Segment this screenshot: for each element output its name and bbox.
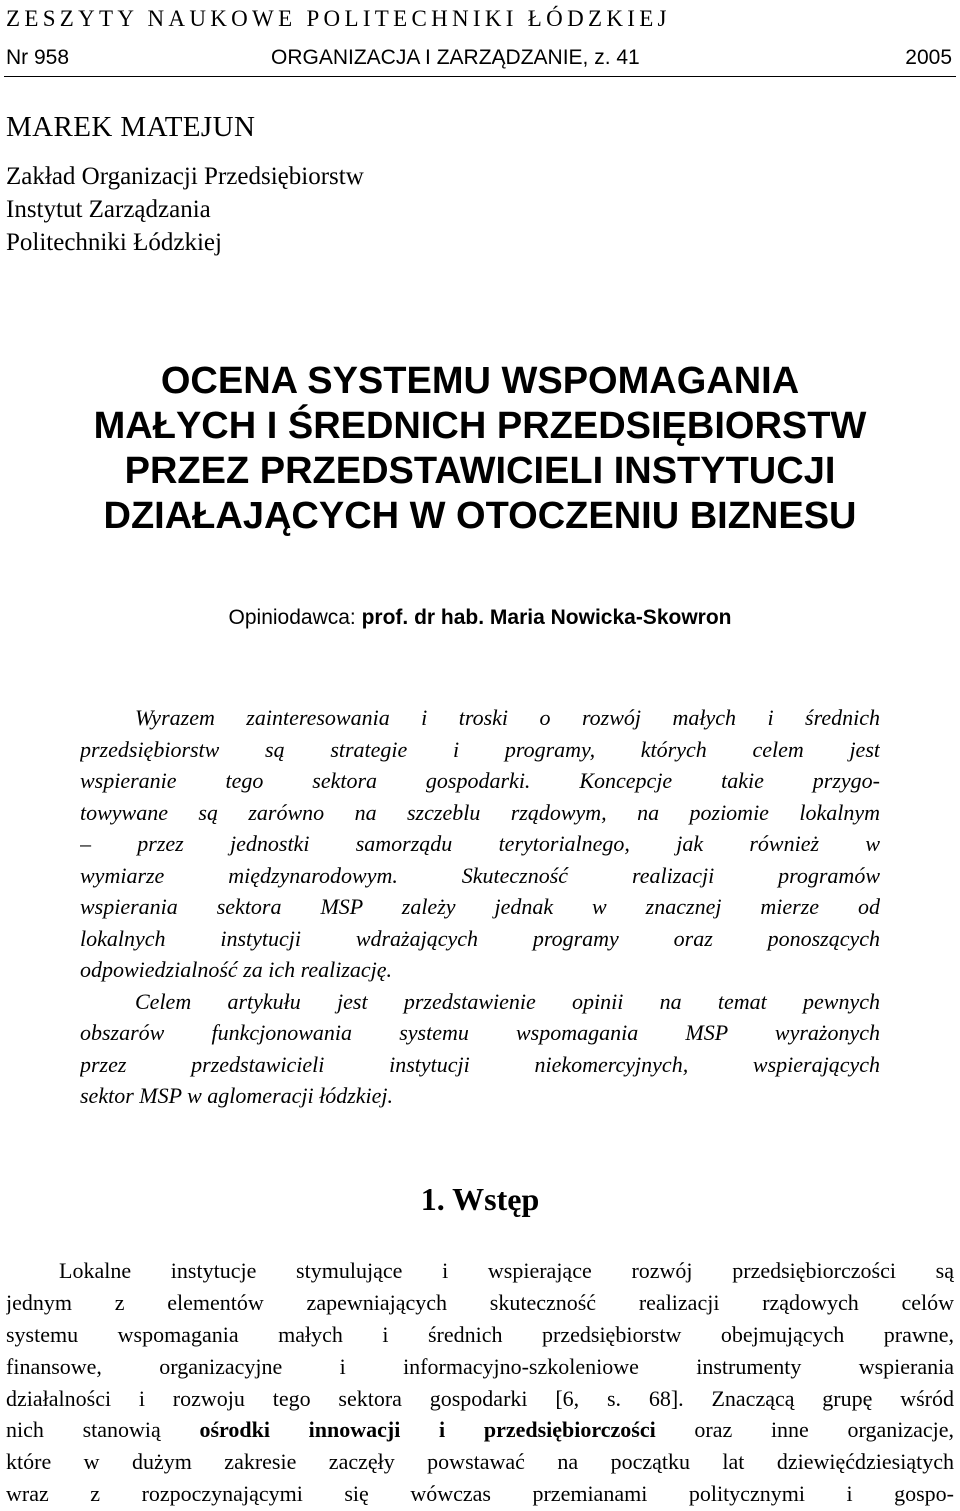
abstract — [80, 702, 880, 1112]
body-bold-term: ośrodki innowacji i przedsiębiorczości — [199, 1417, 656, 1443]
abstract-line: obszarów funkcjonowania systemu wspomagania MSP wyrażonych — [80, 1020, 880, 1045]
abstract-line: wspieranie tego sektora gospodarki. Koncepcje takie przygo- — [80, 768, 880, 793]
issue-number: Nr 958 — [6, 46, 70, 69]
section-heading: 1. Wstęp — [420, 1181, 540, 1217]
body-text — [6, 1255, 954, 1510]
body-text-run: nich stanowią — [6, 1417, 200, 1443]
abstract-line: – przez jednostki samorządu terytorialnego, jak również w — [80, 831, 880, 856]
abstract-line: sektor MSP w aglomeracji łódzkiej. — [80, 1083, 394, 1108]
reviewer — [0, 606, 960, 630]
body-line: które w dużym zakresie zaczęły powstawać na początku lat dziewięćdziesiątych — [6, 1449, 954, 1475]
body-text-run: oraz inne organizacje, — [655, 1417, 954, 1443]
abstract-line: wspierania sektora MSP zależy jednak w znacznej mierze od — [80, 894, 880, 919]
body-line: Lokalne instytucje stymulujące i wspierające rozwój przedsiębiorczości są — [59, 1258, 954, 1283]
article-title-line: OCENA SYSTEMU WSPOMAGANIA — [160, 360, 800, 402]
affiliation-line: Politechniki Łódzkiej — [6, 229, 222, 256]
affiliation-line: Zakład Organizacji Przedsiębiorstw — [6, 163, 364, 190]
journal-series: ZESZYTY NAUKOWE POLITECHNIKI ŁÓDZKIEJ — [6, 6, 671, 31]
abstract-line: Celem artykułu jest przedstawienie opinii na temat pewnych — [135, 988, 880, 1014]
article-title-line: PRZEZ PRZEDSTAWICIELI INSTYTUCJI — [124, 450, 836, 492]
body-line: systemu wspomagania małych i średnich przedsiębiorstw obejmujących prawne, — [6, 1321, 954, 1347]
reviewer-label: Opiniodawca: — [228, 606, 362, 629]
abstract-line: przez przedstawicieli instytucji niekomercyjnych, wspierających — [80, 1051, 880, 1077]
body-line: działalności i rozwoju tego sektora gospodarki [6, s. 68]. Znaczącą grupę wśród — [6, 1385, 954, 1411]
issue-info — [6, 46, 952, 70]
article-title-line: DZIAŁAJĄCYCH W OTOCZENIU BIZNESU — [103, 495, 857, 537]
abstract-line: towywane są zarówno na szczeblu rządowym, na poziomie lokalnym — [80, 799, 880, 825]
abstract-line: przedsiębiorstw są strategie i programy, których celem jest — [80, 736, 880, 762]
body-line: finansowe, organizacyjne i informacyjno-szkoleniowe instrumenty wspierania — [6, 1353, 954, 1379]
abstract-line: wymiarze międzynarodowym. Skuteczność realizacji programów — [80, 862, 880, 888]
body-line: wraz z rozpoczynającymi się wówczas przemianami politycznymi i gospo- — [6, 1481, 954, 1507]
header-rule — [4, 76, 956, 77]
author-name: MAREK MATEJUN — [6, 111, 256, 143]
body-line: jednym z elementów zapewniających skuteczność realizacji rządowych celów — [6, 1289, 954, 1315]
reviewer-name: prof. dr hab. Maria Nowicka-Skowron — [361, 606, 732, 629]
article-title-line: MAŁYCH I ŚREDNICH PRZEDSIĘBIORSTW — [93, 405, 867, 447]
issue-year: 2005 — [905, 46, 952, 69]
affiliation-line: Instytut Zarządzania — [6, 196, 211, 223]
abstract-line: Wyrazem zainteresowania i troski o rozwój małych i średnich — [135, 705, 880, 730]
abstract-line: odpowiedzialność za ich realizację. — [80, 957, 393, 982]
body-line — [6, 1414, 954, 1446]
abstract-line: lokalnych instytucji wdrażających programy oraz ponoszących — [80, 925, 880, 951]
issue-section: ORGANIZACJA I ZARZĄDZANIE, z. 41 — [271, 46, 640, 69]
